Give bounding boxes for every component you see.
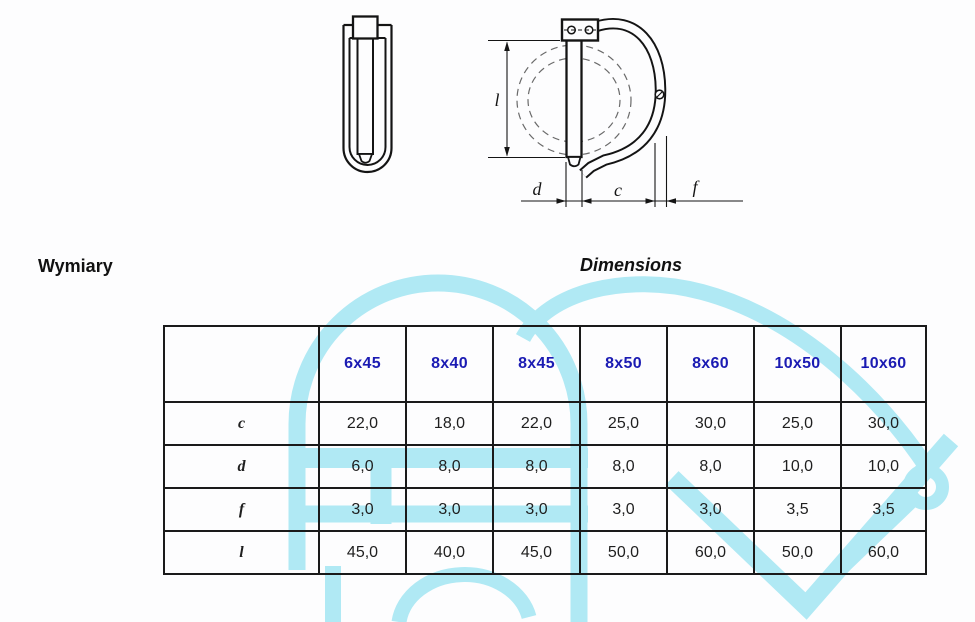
value-cell: 3,5	[841, 488, 926, 531]
front-view-drawing	[488, 20, 743, 208]
value-cell: 10,0	[841, 445, 926, 488]
value-cell: 8,0	[406, 445, 493, 488]
dim-label-f: f	[692, 177, 698, 197]
size-header-cell: 8x45	[493, 326, 580, 402]
dim-label-c: c	[614, 180, 622, 200]
row-label-d: d	[164, 445, 319, 488]
table-row-c	[164, 402, 926, 445]
value-cell: 40,0	[406, 531, 493, 574]
row-label-c: c	[164, 402, 319, 445]
value-cell: 45,0	[493, 531, 580, 574]
value-cell: 45,0	[319, 531, 406, 574]
pin-head	[562, 20, 598, 41]
value-cell: 60,0	[841, 531, 926, 574]
size-header-row	[164, 326, 926, 402]
table-row-l	[164, 531, 926, 574]
value-cell: 3,0	[493, 488, 580, 531]
value-cell: 6,0	[319, 445, 406, 488]
value-cell: 30,0	[841, 402, 926, 445]
value-cell: 3,0	[667, 488, 754, 531]
value-cell: 22,0	[319, 402, 406, 445]
heading-dimensions: Dimensions	[580, 255, 683, 275]
dim-label-l: l	[494, 90, 500, 110]
heading-wymiary: Wymiary	[38, 256, 113, 276]
row-label-l: l	[164, 531, 319, 574]
dim-label-d: d	[532, 179, 542, 199]
size-header-cell: 10x50	[754, 326, 841, 402]
value-cell: 50,0	[754, 531, 841, 574]
pin-shaft	[567, 40, 582, 157]
value-cell: 25,0	[754, 402, 841, 445]
value-cell: 8,0	[580, 445, 667, 488]
value-cell: 8,0	[493, 445, 580, 488]
dimensions-table-wrap	[163, 325, 927, 575]
dimensions-table	[163, 325, 927, 575]
value-cell: 3,0	[406, 488, 493, 531]
size-header-cell: 8x60	[667, 326, 754, 402]
value-cell: 10,0	[754, 445, 841, 488]
size-header-cell: 6x45	[319, 326, 406, 402]
value-cell: 3,0	[319, 488, 406, 531]
size-header-cell: 10x60	[841, 326, 926, 402]
value-cell: 60,0	[667, 531, 754, 574]
value-cell: 18,0	[406, 402, 493, 445]
dimension-l	[488, 41, 565, 158]
corner-cell	[164, 326, 319, 402]
value-cell: 22,0	[493, 402, 580, 445]
value-cell: 3,5	[754, 488, 841, 531]
value-cell: 25,0	[580, 402, 667, 445]
side-view-drawing	[344, 17, 392, 173]
value-cell: 8,0	[667, 445, 754, 488]
size-header-cell: 8x50	[580, 326, 667, 402]
table-row-d	[164, 445, 926, 488]
value-cell: 50,0	[580, 531, 667, 574]
row-label-f: f	[164, 488, 319, 531]
value-cell: 3,0	[580, 488, 667, 531]
table-row-f	[164, 488, 926, 531]
value-cell: 30,0	[667, 402, 754, 445]
pin-tip	[568, 157, 581, 166]
size-header-cell: 8x40	[406, 326, 493, 402]
